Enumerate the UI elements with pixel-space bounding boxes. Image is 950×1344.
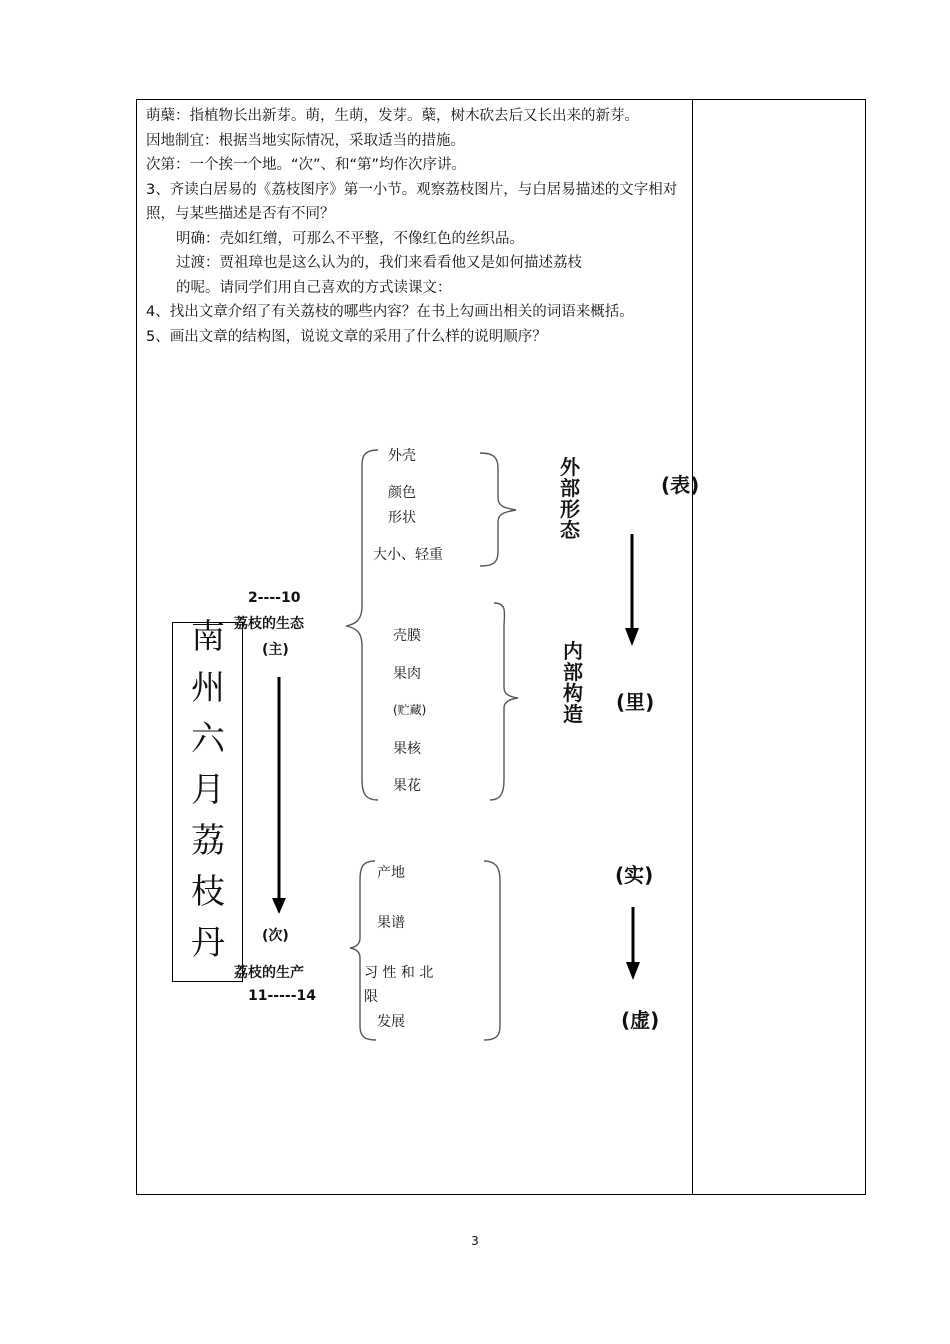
inner-item: 果花 [393, 778, 421, 794]
part1-label: 荔枝的生态 [234, 616, 304, 632]
outer-item: 外壳 [388, 448, 416, 464]
paragraph-step-5: 5、画出文章的结构图，说说文章的采用了什么样的说明顺序？ [146, 328, 547, 345]
production-item: 果谱 [377, 915, 405, 931]
part1-range: 2----10 [248, 590, 301, 606]
brace-outer [480, 453, 516, 566]
production-item: 限 [364, 989, 378, 1005]
arrow-head-real [626, 962, 640, 980]
order-label-surface: (表) [661, 473, 700, 497]
order-label-virtual: (虚) [621, 1008, 660, 1032]
paragraph-definition-mengnie: 萌蘖：指植物长出新芽。萌，生萌，发芽。蘖，树木砍去后又长出来的新芽。 [146, 108, 639, 124]
outer-item: 大小、轻重 [373, 547, 443, 563]
paragraph-transition-cont: 的呢。请同学们用自己喜欢的方式读课文： [176, 279, 452, 296]
outer-group-label: 外部形态 [560, 455, 580, 542]
paragraph-definition-cidi: 次第：一个挨一个地。“次”、和“第”均作次序讲。 [146, 157, 467, 173]
paragraph-step-3: 3、齐读白居易的《荔枝图序》第一小节。观察荔枝图片，与白居易描述的文字相对照，与某些描述是否有不同？ [146, 181, 678, 222]
inner-item: 果肉 [393, 666, 421, 682]
inner-item: 壳膜 [393, 628, 421, 644]
paragraph-step-4: 4、找出文章介绍了有关荔枝的哪些内容？在书上勾画出相关的词语来概括。 [146, 304, 634, 320]
part2-range: 11-----14 [248, 988, 317, 1004]
paragraph-answer: 明确：壳如红缯，可那么不平整，不像红色的丝织品。 [176, 230, 524, 247]
part1-tag: (主) [262, 642, 289, 658]
brace-inner [490, 603, 518, 800]
outer-item: 颜色 [388, 485, 416, 501]
production-item: 产地 [377, 865, 405, 881]
brace-production-left [350, 861, 376, 1040]
outer-item: 形状 [388, 510, 416, 526]
paragraph-transition: 过渡：贾祖璋也是这么认为的，我们来看看他又是如何描述荔枝 [176, 255, 582, 271]
brace-production-right [484, 861, 500, 1040]
paragraph-definition-yindizhiyi: 因地制宜：根据当地实际情况，采取适当的措施。 [146, 132, 465, 149]
page-number: 3 [471, 1234, 479, 1248]
order-label-inside: (里) [616, 690, 655, 714]
inner-item: 果核 [393, 741, 421, 757]
production-item: 习 性 和 北 [364, 965, 434, 981]
inner-item: (贮藏) [393, 703, 427, 717]
diagram-title: 南州六月荔枝丹 [191, 617, 225, 963]
part2-label: 荔枝的生产 [234, 965, 304, 981]
production-item: 发展 [377, 1014, 405, 1030]
inner-group-label: 内部构造 [563, 639, 583, 726]
brace-ecology [346, 450, 378, 800]
arrow-head-surface [625, 628, 639, 646]
order-label-real: (实) [615, 863, 654, 887]
part2-tag: (次) [262, 928, 289, 944]
arrow-head-main [272, 898, 286, 914]
